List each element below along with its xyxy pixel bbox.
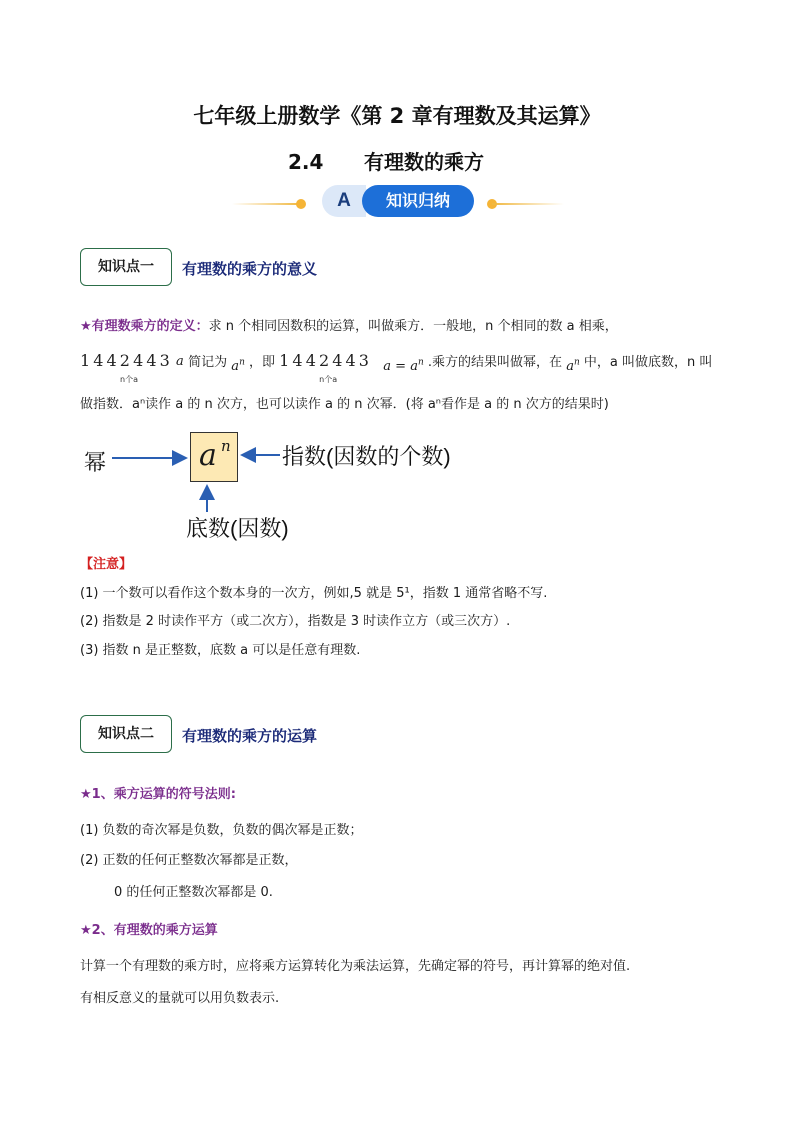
power-symbol-box — [190, 432, 238, 482]
rule-1-item-3: 0 的任何正整数次幂都是 0. — [114, 885, 273, 900]
knowledge-point-2-title: 有理数的乘方的运算 — [182, 727, 318, 745]
document-title: 七年级上册数学《第 2 章有理数及其运算》 — [193, 104, 601, 128]
banner-letter: A — [322, 185, 366, 217]
note-item-3: (3) 指数 n 是正整数，底数 a 可以是任意有理数. — [80, 643, 361, 658]
rule-2-line-1: 计算一个有理数的乘方时，应将乘方运算转化为乘法运算，先确定幂的符号，再计算幂的绝对值. — [80, 959, 631, 974]
diagram-power-label: 幂 — [84, 450, 107, 475]
brace-under-2: n个a — [319, 375, 338, 384]
section-number: 2.4 — [288, 150, 324, 174]
definition-lead: ★有理数乘方的定义： — [80, 319, 209, 334]
line2-text-d: 中，a 叫做底数，n 叫 — [583, 355, 713, 370]
power-an-1: $a^n$ — [231, 358, 245, 375]
definition-line-3: 做指数．aⁿ读作 a 的 n 次方，也可以读作 a 的 n 次幂．(将 aⁿ看作是 a 的 n 次方的结果时) — [80, 397, 609, 412]
exponent-symbol: n — [221, 437, 231, 455]
line2-text-a: 简记为 — [188, 355, 228, 370]
section-name: 有理数的乘方 — [364, 150, 484, 174]
note-title: 【注意】 — [80, 557, 133, 572]
base-a-1: a — [176, 354, 184, 369]
banner-label: 知识归纳 — [362, 185, 474, 217]
knowledge-point-2-box: 知识点二 — [80, 715, 172, 753]
diagram-base-label: 底数(因数) — [186, 516, 289, 541]
rule-1-title: ★1、乘方运算的符号法则: — [80, 787, 236, 802]
brace-glyphs-2: 1 4 4 2 4 4 3 — [279, 351, 368, 370]
brace-glyphs-1: 1 4 4 2 4 4 3 — [80, 351, 169, 370]
diagram-arrows — [0, 0, 794, 560]
rule-2-title: ★2、有理数的乘方运算 — [80, 923, 218, 938]
rule-2-line-2: 有相反意义的量就可以用负数表示. — [80, 991, 280, 1006]
note-item-1: (1) 一个数可以看作这个数本身的一次方，例如,5 就是 5¹，指数 1 通常省略不写. — [80, 586, 548, 601]
diagram-exponent-label: 指数(因数的个数) — [282, 444, 451, 469]
rule-1-item-1: (1) 负数的奇次幂是负数，负数的偶次幂是正数； — [80, 823, 363, 838]
base-symbol: a — [199, 438, 217, 473]
brace-under-1: n个a — [120, 375, 138, 384]
note-item-2: (2) 指数是 2 时读作平方（或二次方），指数是 3 时读作立方（或三次方）. — [80, 614, 511, 629]
rule-1-item-2: (2) 正数的任何正整数次幂都是正数， — [80, 853, 298, 868]
knowledge-point-1-title: 有理数的乘方的意义 — [182, 260, 318, 278]
definition-text: 求 n 个相同因数积的运算，叫做乘方．一般地，n 个相同的数 a 相乘， — [208, 319, 618, 334]
equation-result: $a = a^n$ — [383, 358, 424, 375]
knowledge-point-1-box: 知识点一 — [80, 248, 172, 286]
line2-text-b: ，即 — [249, 355, 276, 370]
line2-text-c: .乘方的结果叫做幂，在 — [427, 355, 563, 370]
power-an-2: $a^n$ — [566, 358, 580, 375]
